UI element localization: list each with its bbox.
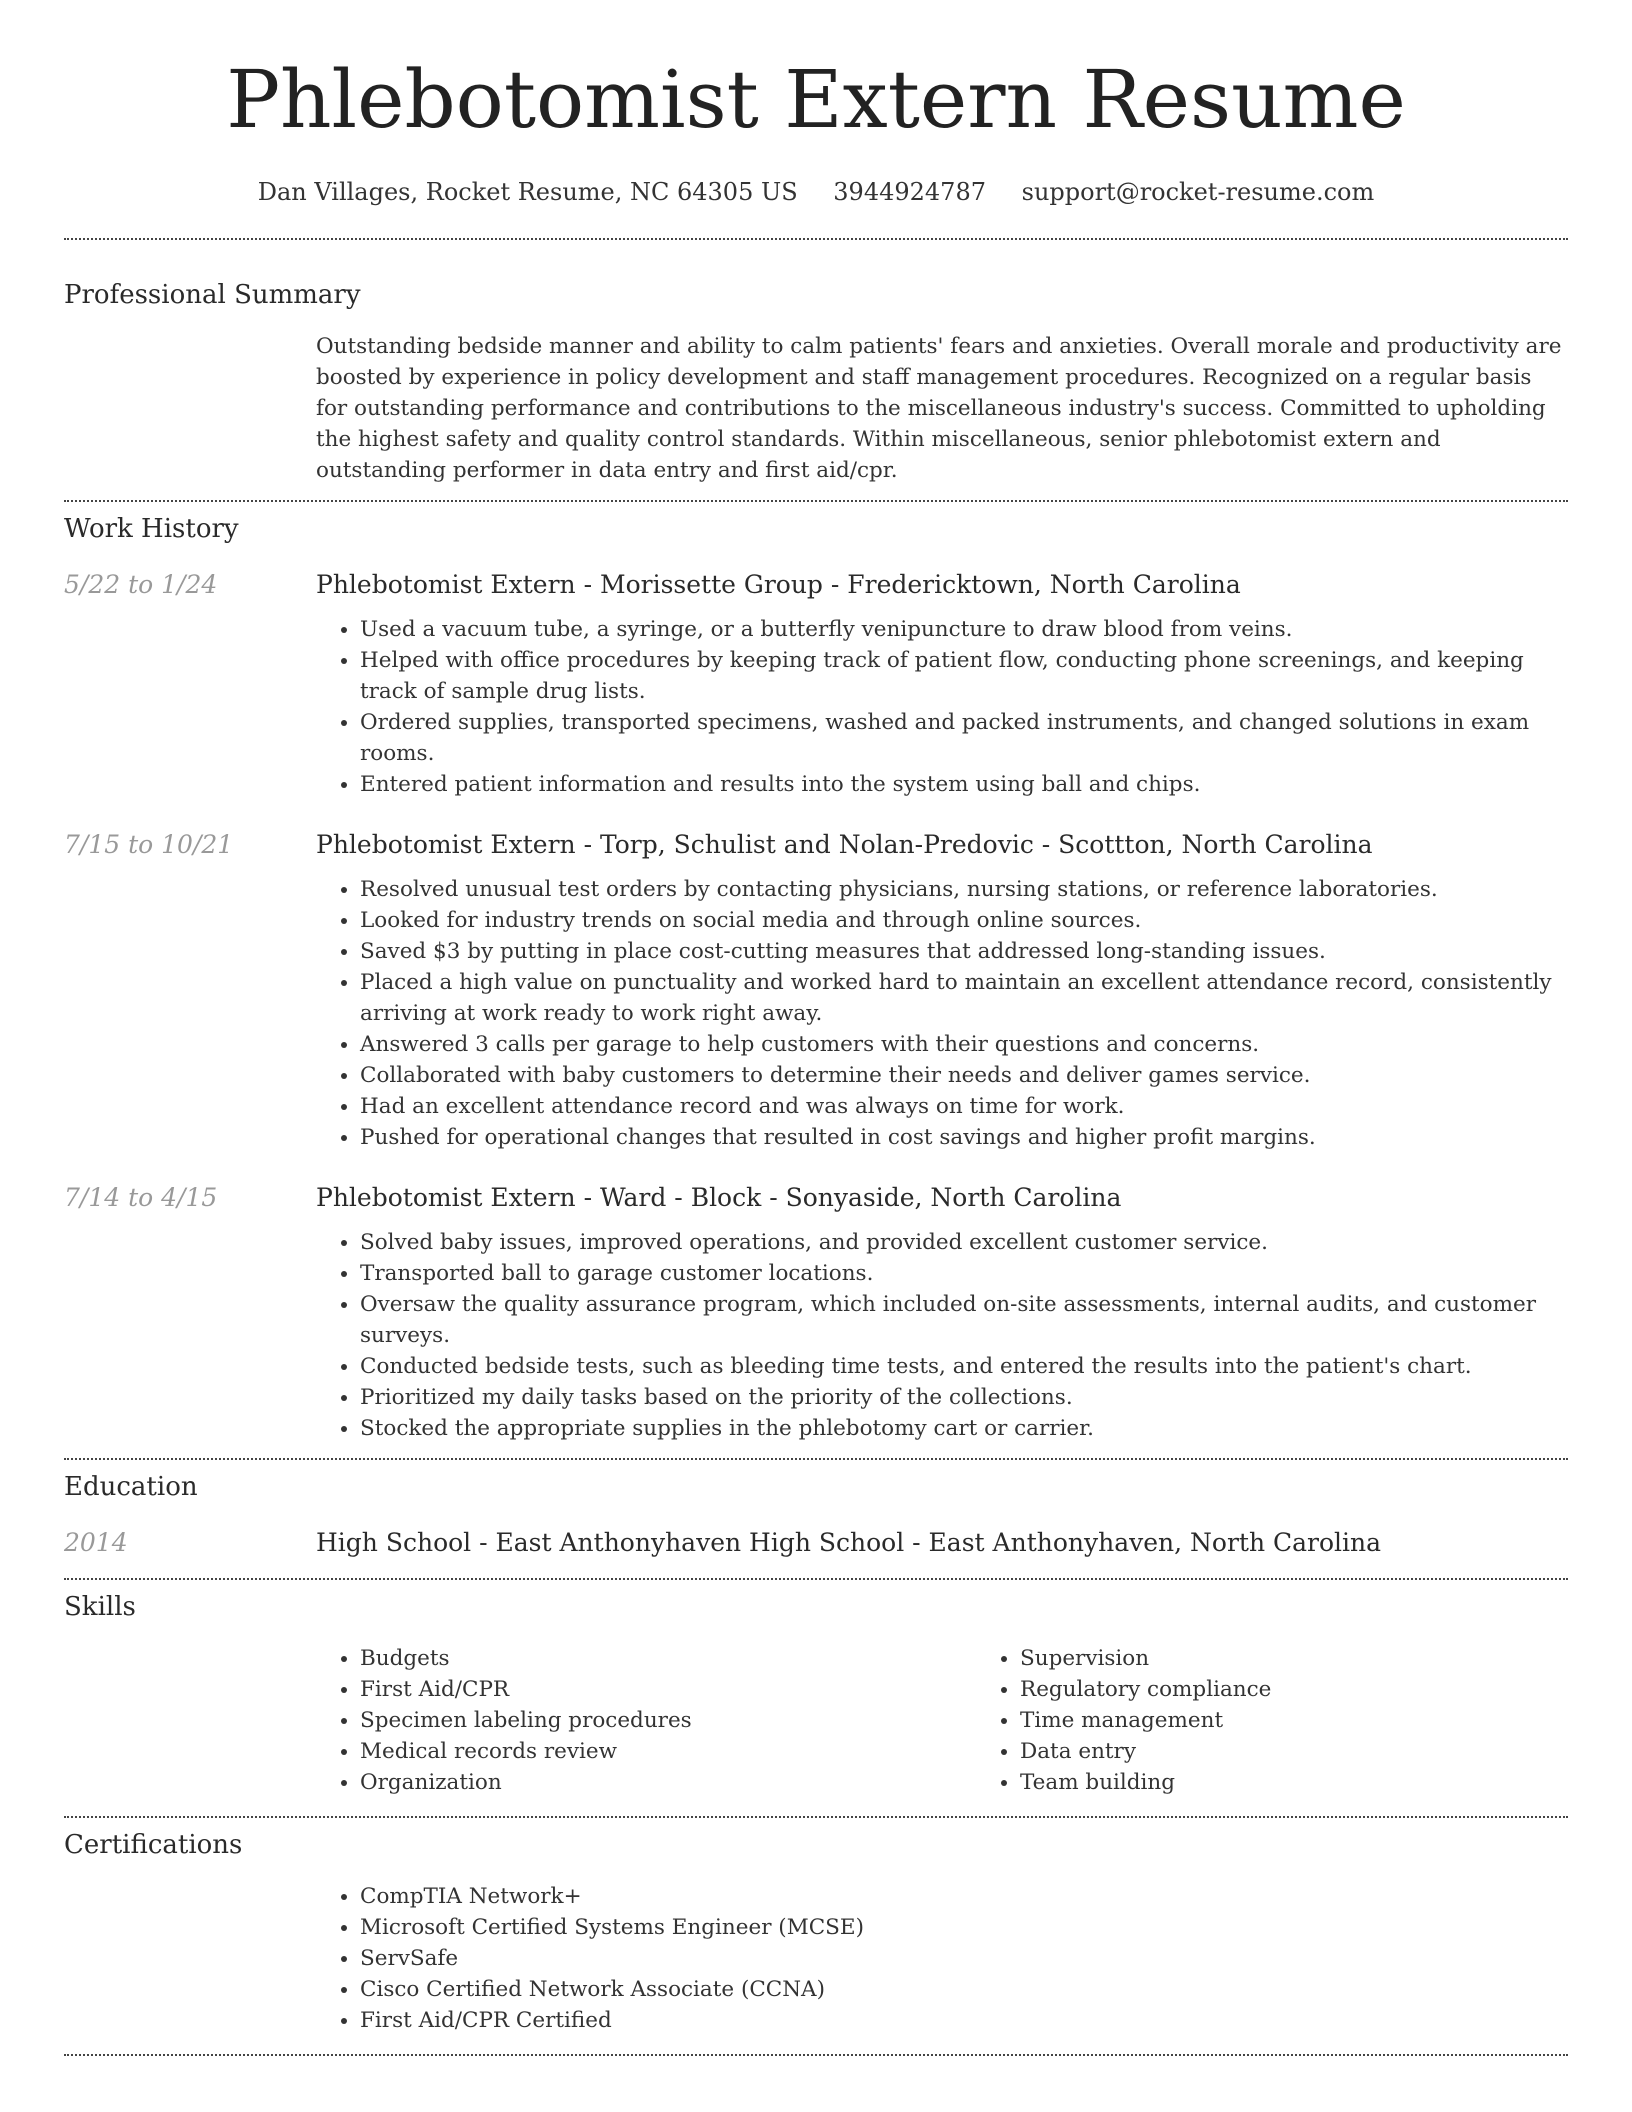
list-item: • Placed a high value on punctuality and worked hard to maintain an excellent attendance record, consistently arriving at work ready to work right away. xyxy=(360,967,1568,1029)
list-item: • First Aid/CPR Certified xyxy=(360,2005,1568,2036)
list-item: • Ordered supplies, transported specimens, washed and packed instruments, and changed solutions in exam rooms. xyxy=(360,707,1568,769)
education-section xyxy=(64,1460,1568,1560)
education-entry: High School - East Anthonyhaven High School - East Anthonyhaven, North Carolina xyxy=(316,1528,1382,1557)
job-entry xyxy=(64,1181,1568,1444)
list-item: • Time management xyxy=(1020,1705,1632,1736)
work-history-heading: Work History xyxy=(64,514,239,544)
list-item: • Team building xyxy=(1020,1767,1632,1798)
list-item: • Organization xyxy=(360,1767,976,1798)
job-entry xyxy=(64,828,1568,1153)
job-dates: 7/15 to 10/21 xyxy=(64,830,234,859)
contact-email: support@rocket-resume.com xyxy=(1021,178,1375,206)
list-item: • Supervision xyxy=(1020,1643,1632,1674)
list-item: • Prioritized my daily tasks based on the priority of the collections. xyxy=(360,1382,1568,1413)
list-item: • First Aid/CPR xyxy=(360,1674,976,1705)
resume-title: Phlebotomist Extern Resume xyxy=(226,53,1406,146)
job-title: Phlebotomist Extern - Morissette Group - Fredericktown, North Carolina xyxy=(316,570,1241,599)
list-item: • Answered 3 calls per garage to help customers with their questions and concerns. xyxy=(360,1029,1568,1060)
job-title: Phlebotomist Extern - Ward - Block - Sonyaside, North Carolina xyxy=(316,1183,1122,1212)
list-item: • Oversaw the quality assurance program, which included on-site assessments, internal audits, and customer surveys. xyxy=(360,1289,1568,1351)
contact-phone: 3944924787 xyxy=(833,178,986,206)
education-heading: Education xyxy=(64,1472,198,1502)
list-item: • Helped with office procedures by keeping track of patient flow, conducting phone screenings, and keeping track of sample drug lists. xyxy=(360,645,1568,707)
list-item: • Budgets xyxy=(360,1643,976,1674)
certifications-section xyxy=(64,1818,1568,2036)
job-bullets xyxy=(316,614,1568,800)
list-item: • Resolved unusual test orders by contacting physicians, nursing stations, or reference laboratories. xyxy=(360,874,1568,905)
list-item: • Had an excellent attendance record and was always on time for work. xyxy=(360,1091,1568,1122)
job-entry xyxy=(64,568,1568,800)
skills-section xyxy=(64,1580,1568,1798)
certifications-list xyxy=(316,1881,1568,2036)
list-item: • Medical records review xyxy=(360,1736,976,1767)
work-history-section xyxy=(64,502,1568,1444)
contact-line xyxy=(64,176,1568,208)
job-bullets xyxy=(316,874,1568,1153)
job-dates: 5/22 to 1/24 xyxy=(64,570,218,599)
list-item: • CompTIA Network+ xyxy=(360,1881,1568,1912)
summary-section xyxy=(64,240,1568,486)
list-item: • ServSafe xyxy=(360,1943,1568,1974)
certifications-divider xyxy=(64,2054,1568,2056)
list-item: • Microsoft Certified Systems Engineer (MCSE) xyxy=(360,1912,1568,1943)
list-item: • Saved $3 by putting in place cost-cutting measures that addressed long-standing issues. xyxy=(360,936,1568,967)
skills-list-right xyxy=(976,1643,1632,1798)
list-item: • Cisco Certified Network Associate (CCNA) xyxy=(360,1974,1568,2005)
list-item: • Transported ball to garage customer locations. xyxy=(360,1258,1568,1289)
job-title: Phlebotomist Extern - Torp, Schulist and Nolan-Predovic - Scottton, North Carolina xyxy=(316,830,1373,859)
skills-list-left xyxy=(316,1643,976,1798)
contact-address: Dan Villages, Rocket Resume, NC 64305 US xyxy=(257,178,798,206)
skills-heading: Skills xyxy=(64,1592,136,1622)
list-item: • Data entry xyxy=(1020,1736,1632,1767)
list-item: • Conducted bedside tests, such as bleeding time tests, and entered the results into the patient's chart. xyxy=(360,1351,1568,1382)
summary-text: Outstanding bedside manner and ability to calm patients' fears and anxieties. Overall morale and productivity are boosted by experience in policy development and staff management procedures. Recognized on a regular basis for outstanding performance and contributions to the miscellaneous industry's success. Committed to upholding the highest safety and quality control standards. Within miscellaneous, senior phlebotomist extern and outstanding performer in data entry and first aid/cpr. xyxy=(316,334,1562,483)
job-bullets xyxy=(316,1227,1568,1444)
list-item: • Solved baby issues, improved operations, and provided excellent customer service. xyxy=(360,1227,1568,1258)
list-item: • Specimen labeling procedures xyxy=(360,1705,976,1736)
summary-heading: Professional Summary xyxy=(64,280,361,310)
list-item: • Pushed for operational changes that resulted in cost savings and higher profit margins. xyxy=(360,1122,1568,1153)
list-item: • Stocked the appropriate supplies in the phlebotomy cart or carrier. xyxy=(360,1413,1568,1444)
list-item: • Used a vacuum tube, a syringe, or a butterfly venipuncture to draw blood from veins. xyxy=(360,614,1568,645)
list-item: • Regulatory compliance xyxy=(1020,1674,1632,1705)
job-dates: 7/14 to 4/15 xyxy=(64,1183,218,1212)
list-item: • Entered patient information and results into the system using ball and chips. xyxy=(360,769,1568,800)
list-item: • Looked for industry trends on social media and through online sources. xyxy=(360,905,1568,936)
certifications-heading: Certifications xyxy=(64,1830,243,1860)
list-item: • Collaborated with baby customers to determine their needs and deliver games service. xyxy=(360,1060,1568,1091)
education-year: 2014 xyxy=(64,1528,128,1557)
